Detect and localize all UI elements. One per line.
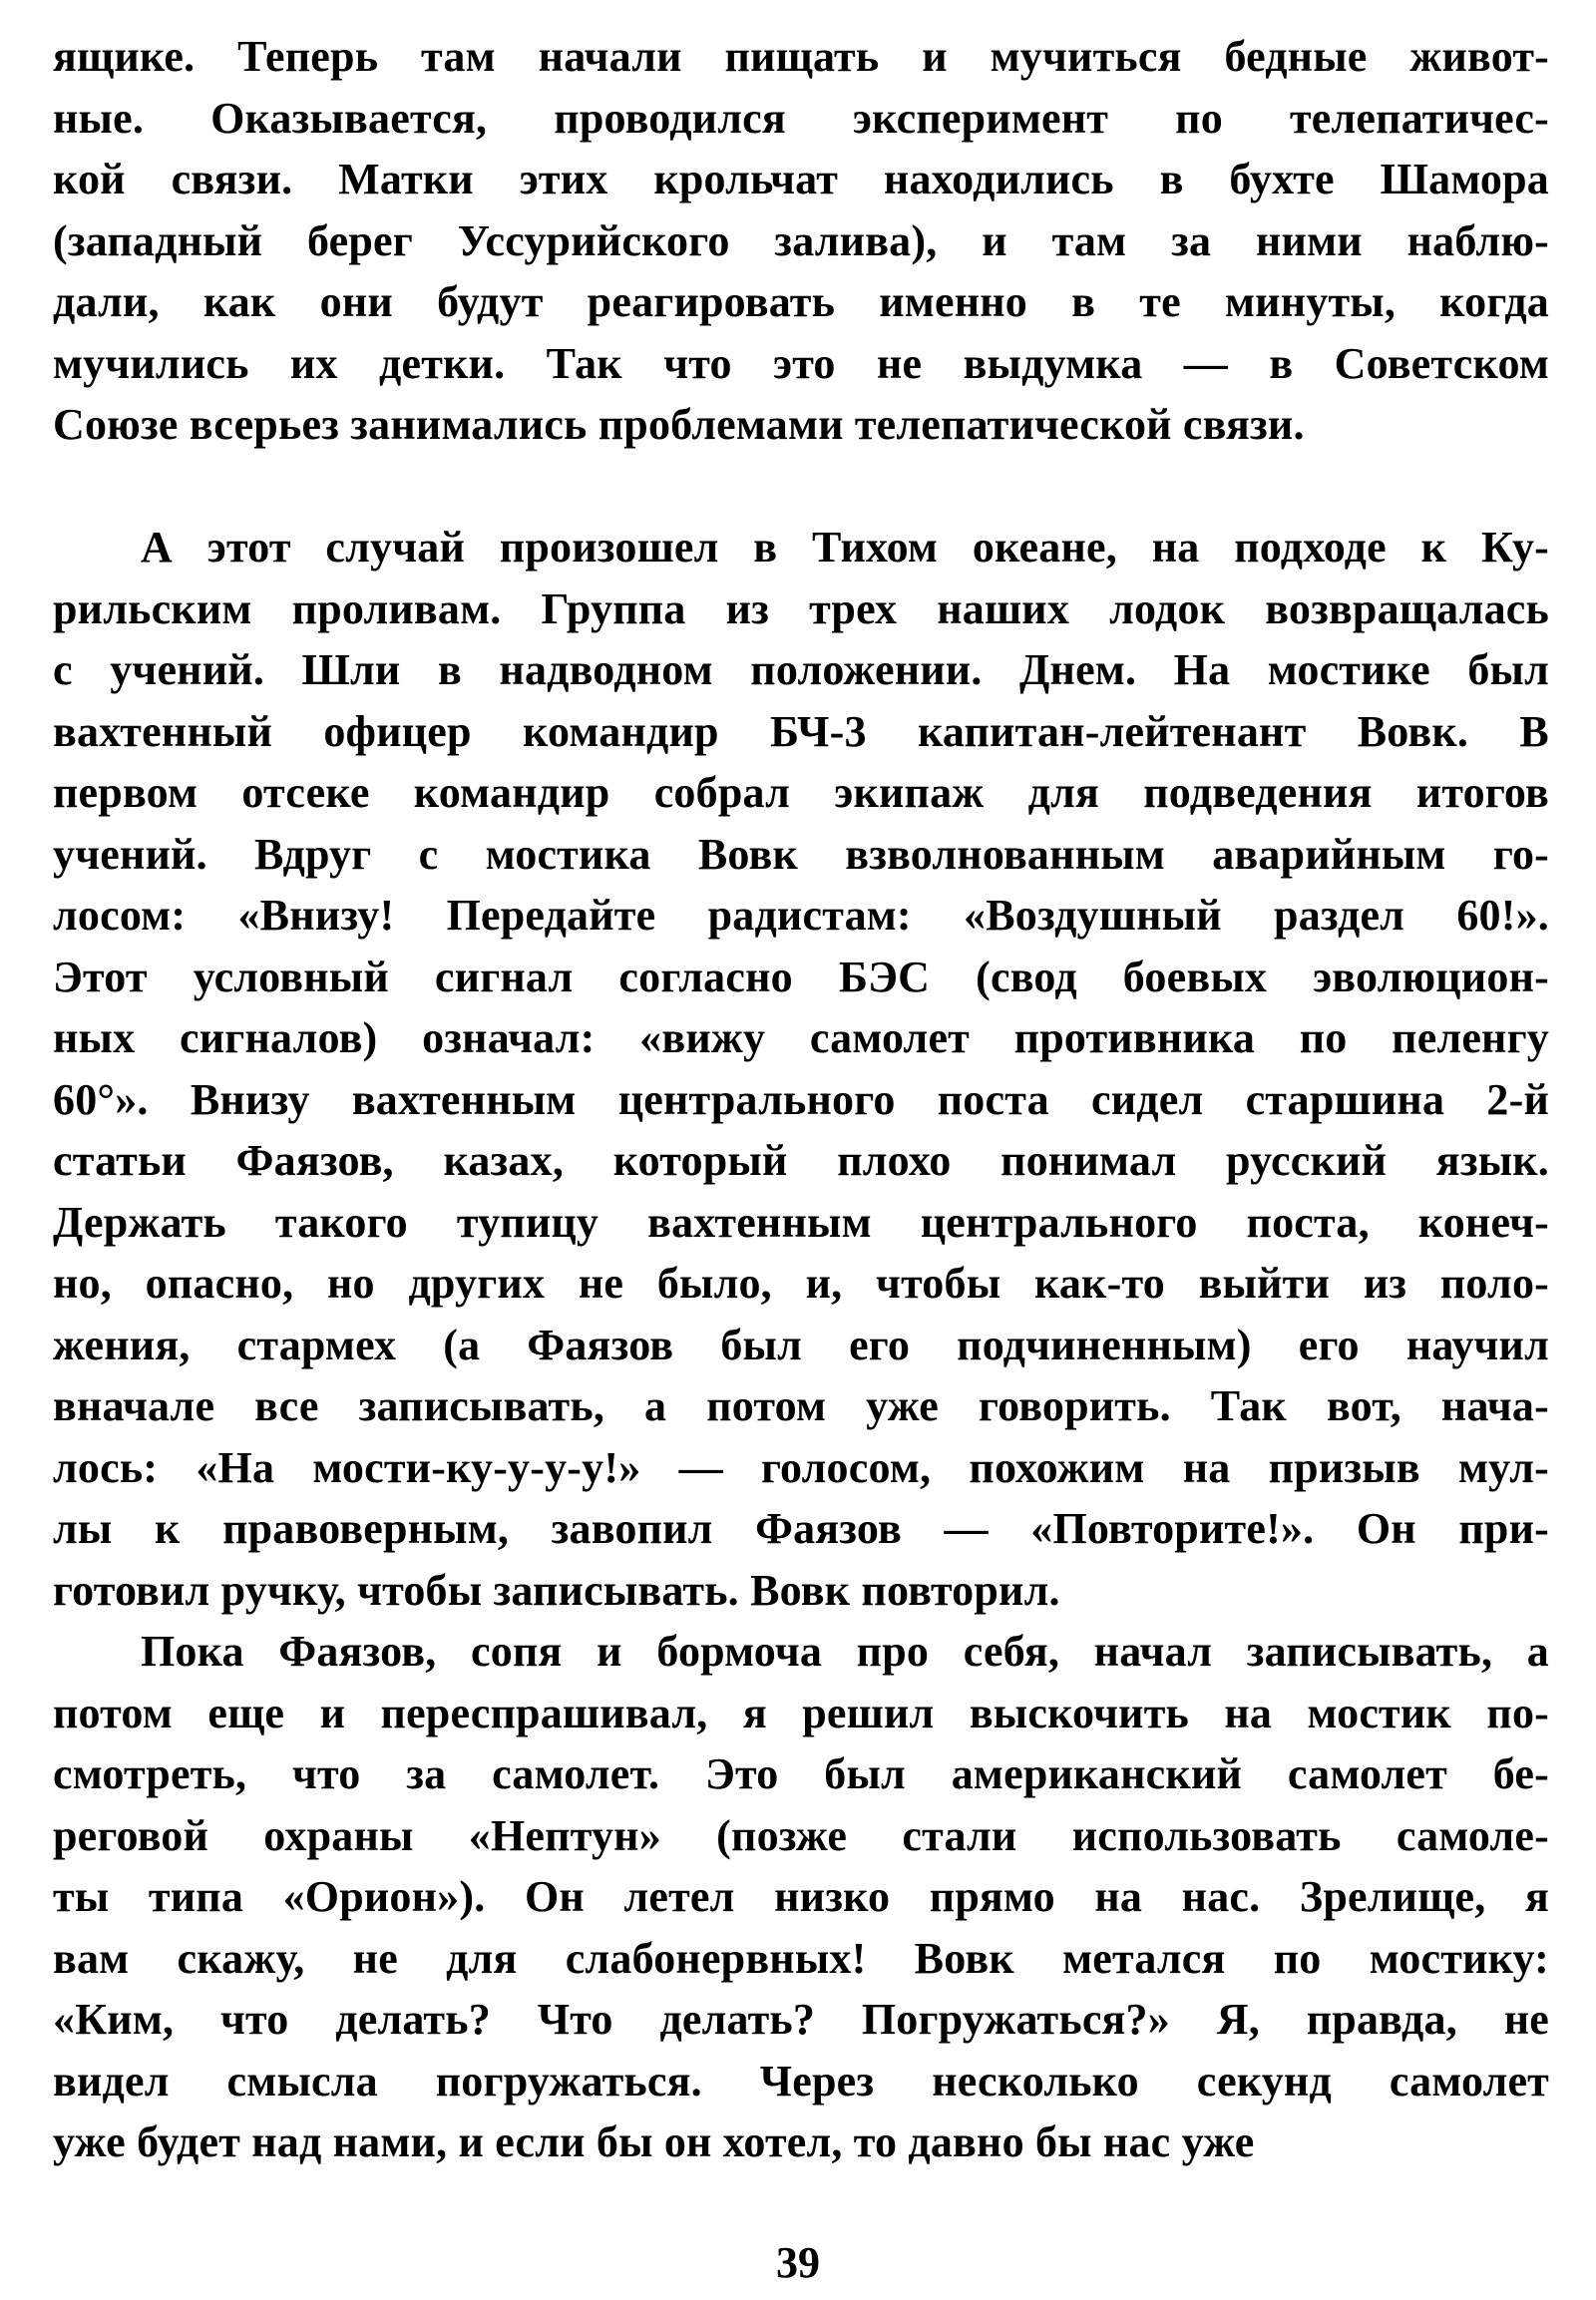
paragraph	[53, 517, 1549, 1621]
page-number: 39	[776, 2238, 820, 2287]
text-line: рильским проливам. Группа из трех наших лодок возвращалась	[53, 583, 1549, 633]
text-line: вначале все записывать, а потом уже говорить. Так вот, нача-	[53, 1381, 1549, 1430]
text-line: вам скажу, не для слабонервных! Вовк метался по мостику:	[53, 1933, 1549, 1983]
text-line: учений. Вдруг с мостика Вовк взволнованным аварийным го-	[53, 829, 1549, 879]
text-line: первом отсеке командир собрал экипаж для подведения итогов	[53, 768, 1549, 817]
text-line: Этот условный сигнал согласно БЭС (свод боевых эволюцион-	[53, 952, 1549, 1001]
text-line: мучились их детки. Так что это не выдумка — в Советском	[53, 338, 1549, 388]
text-line: лы к правоверным, завопил Фаязов — «Повторите!». Он при-	[53, 1504, 1549, 1553]
page-text	[53, 26, 1549, 2173]
text-line: готовил ручку, чтобы записывать. Вовк повторил.	[53, 1565, 1060, 1615]
text-line: жения, стармех (а Фаязов был его подчиненным) его научил	[53, 1320, 1549, 1369]
text-line: кой связи. Матки этих крольчат находились в бухте Шамора	[53, 155, 1549, 203]
text-line: смотреть, что за самолет. Это был американский самолет бе-	[53, 1749, 1549, 1798]
paragraph	[53, 1621, 1549, 2173]
text-line: вахтенный офицер командир БЧ-3 капитан-лейтенант Вовк. В	[53, 706, 1549, 756]
text-line: «Ким, что делать? Что делать? Погружаться?» Я, правда, не	[53, 1995, 1549, 2044]
text-line: статьи Фаязов, казах, который плохо понимал русский язык.	[53, 1136, 1549, 1185]
text-line: Держать такого тупицу вахтенным центрального поста, конеч-	[53, 1197, 1549, 1247]
text-line: лосом: «Внизу! Передайте радистам: «Воздушный раздел 60!».	[53, 891, 1549, 940]
text-line: лось: «На мости-ку-у-у-у!» — голосом, похожим на призыв мул-	[53, 1442, 1549, 1492]
text-line: но, опасно, но других не было, и, чтобы как-то выйти из поло-	[53, 1259, 1549, 1308]
text-line: ты типа «Орион»). Он летел низко прямо на нас. Зрелище, я	[53, 1872, 1549, 1921]
text-line: ящике. Теперь там начали пищать и мучиться бедные живот-	[53, 32, 1549, 81]
text-line: реговой охраны «Нептун» (позже стали использовать самоле-	[53, 1810, 1549, 1860]
text-line: потом еще и переспрашивал, я решил выскочить на мостик по-	[53, 1688, 1549, 1737]
text-line: видел смысла погружаться. Через несколько секунд самолет	[53, 2056, 1549, 2106]
text-line: Пока Фаязов, сопя и бормоча про себя, начал записывать, а	[141, 1627, 1549, 1676]
paragraph	[53, 26, 1549, 456]
text-line: Союзе всерьез занимались проблемами телепатической связи.	[53, 400, 1305, 449]
text-line: дали, как они будут реагировать именно в те минуты, когда	[53, 277, 1549, 326]
text-line: А этот случай произошел в Тихом океане, на подходе к Ку-	[141, 523, 1549, 572]
text-line: уже будет над нами, и если бы он хотел, то давно бы нас уже	[53, 2117, 1255, 2166]
text-line: ные. Оказывается, проводился эксперимент по телепатичес-	[53, 93, 1549, 143]
text-line: ных сигналов) означал: «вижу самолет противника по пеленгу	[53, 1013, 1549, 1062]
text-line: (западный берег Уссурийского залива), и там за ними наблю-	[53, 215, 1549, 265]
text-line: с учений. Шли в надводном положении. Днем. На мостике был	[53, 645, 1549, 694]
text-line: 60°». Внизу вахтенным центрального поста сидел старшина 2-й	[53, 1074, 1549, 1124]
